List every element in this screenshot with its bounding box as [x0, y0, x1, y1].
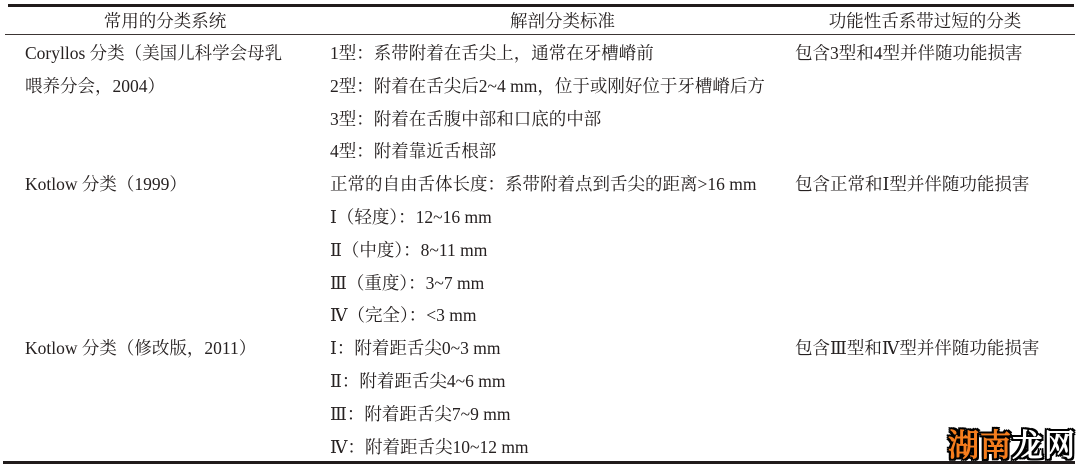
criteria-line: Ⅱ：附着距舌尖4~6 mm [330, 370, 506, 391]
column-header-functional: 功能性舌系带过短的分类 [828, 10, 1022, 31]
criteria-line: Ⅱ（中度）：8~11 mm [330, 239, 488, 260]
criteria-line: 2型：附着在舌尖后2~4 mm，位于或刚好位于牙槽嵴后方 [330, 75, 765, 96]
functional-line: 包含正常和Ⅰ型并伴随功能损害 [795, 174, 1030, 195]
table-bottom-border [3, 461, 1075, 464]
table-header-row [0, 6, 1080, 34]
watermark-part2: 龙网 [1012, 428, 1076, 463]
table-section [0, 168, 1080, 332]
criteria-line: 4型：附着靠近舌根部 [330, 141, 497, 162]
system-cell [0, 168, 330, 332]
criteria-line: Ⅰ（轻度）：12~16 mm [330, 206, 492, 227]
criteria-line: Ⅳ：附着距舌尖10~12 mm [330, 436, 529, 457]
system-line: Kotlow 分类（1999） [25, 174, 187, 195]
criteria-line: Ⅳ（完全）：<3 mm [330, 305, 477, 326]
criteria-cell [330, 332, 795, 463]
column-header-systems: 常用的分类系统 [103, 10, 227, 31]
criteria-line: Ⅲ（重度）：3~7 mm [330, 272, 485, 293]
header-divider [5, 34, 1075, 35]
functional-line: 包含Ⅲ型和Ⅳ型并伴随功能损害 [795, 338, 1040, 359]
criteria-line: Ⅲ：附着距舌尖7~9 mm [330, 403, 511, 424]
watermark-part1: 湖南 [948, 428, 1012, 463]
column-header-criteria: 解剖分类标准 [510, 10, 615, 31]
criteria-line: 1型：系带附着在舌尖上，通常在牙槽嵴前 [330, 43, 654, 63]
criteria-cell [330, 168, 795, 332]
table-section [0, 332, 1080, 463]
criteria-line: 3型：附着在舌腹中部和口底的中部 [330, 108, 602, 129]
table-section [0, 37, 1080, 168]
system-line: 喂养分会，2004） [25, 75, 165, 96]
watermark [948, 420, 1076, 465]
system-line: Kotlow 分类（修改版，2011） [25, 338, 257, 359]
criteria-line: Ⅰ：附着距舌尖0~3 mm [330, 338, 501, 359]
functional-line: 包含3型和4型并伴随功能损害 [795, 43, 1023, 63]
functional-cell [795, 168, 1080, 332]
table-body [0, 36, 1080, 463]
criteria-cell [330, 37, 795, 168]
system-cell [0, 332, 330, 463]
system-cell [0, 37, 330, 168]
criteria-line: 正常的自由舌体长度：系带附着点到舌尖的距离>16 mm [330, 174, 757, 195]
functional-cell [795, 37, 1080, 168]
system-line: Coryllos 分类（美国儿科学会母乳 [25, 43, 283, 63]
